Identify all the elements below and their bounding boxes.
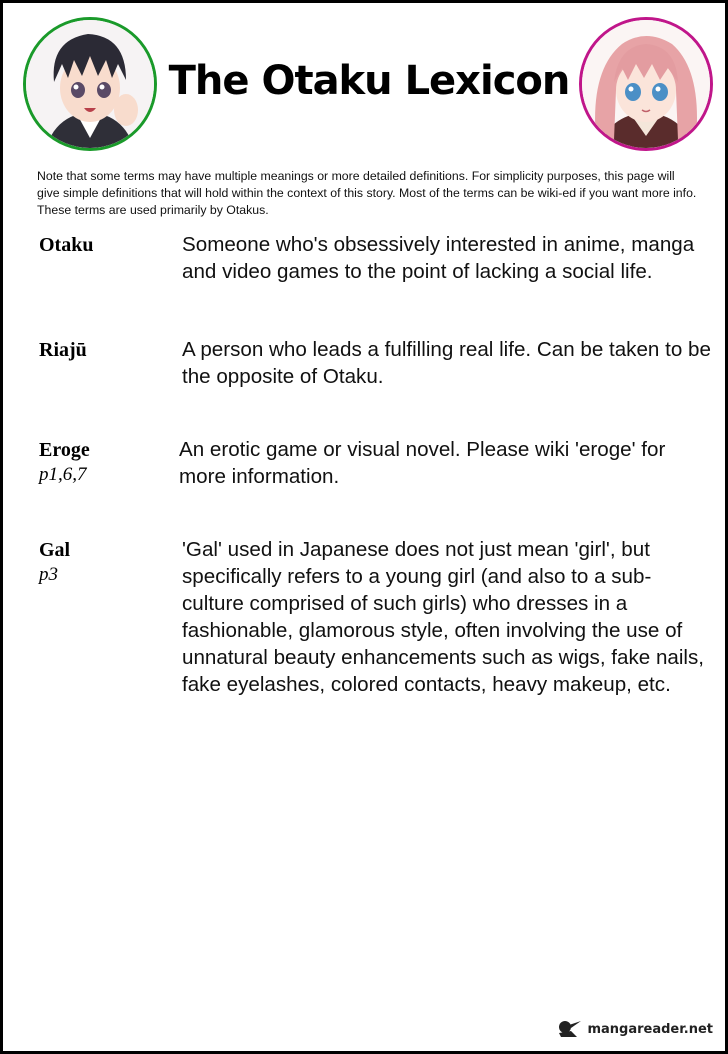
girl-character-avatar xyxy=(579,17,713,151)
watermark-text: mangareader.net xyxy=(587,1021,713,1037)
entry-term: Eroge xyxy=(39,439,90,461)
entry-term: Riajū xyxy=(39,339,87,361)
entry-term: Gal xyxy=(39,539,71,561)
intro-note: Note that some terms may have multiple meanings or more detailed definitions. For simplicity purposes, this page will give simple definitions that will hold within the context of this story. Most of the terms can be wiki-ed if you want more info. These terms are used primarily by Otakus. xyxy=(37,169,697,217)
girl-portrait-icon xyxy=(582,20,710,148)
entry-term: Otaku xyxy=(39,234,94,256)
entry-definition: 'Gal' used in Japanese does not just mean 'girl', but specifically refers to a young girl (and also to a sub-culture comprised of such girls) who dresses in a fashionable, glamorous style, often involving the use of unnatural beauty enhancements such as wigs, fake nails, fake eyelashes, colored contacts, heavy makeup, etc. xyxy=(182,538,705,696)
entry-page-refs: p1,6,7 xyxy=(39,464,87,485)
ninja-logo-icon xyxy=(555,1019,583,1039)
entry-page-refs: p3 xyxy=(39,564,58,585)
boy-character-avatar xyxy=(23,17,157,151)
page-title: The Otaku Lexicon xyxy=(168,58,570,104)
watermark xyxy=(555,1019,713,1039)
entry-definition: A person who leads a fulfilling real life. Can be taken to be the opposite of Otaku. xyxy=(182,338,711,388)
entry-definition: Someone who's obsessively interested in anime, manga and video games to the point of lacking a social life. xyxy=(182,233,695,283)
boy-portrait-icon xyxy=(26,20,154,148)
entry-definition: An erotic game or visual novel. Please wiki 'eroge' for more information. xyxy=(179,438,666,488)
